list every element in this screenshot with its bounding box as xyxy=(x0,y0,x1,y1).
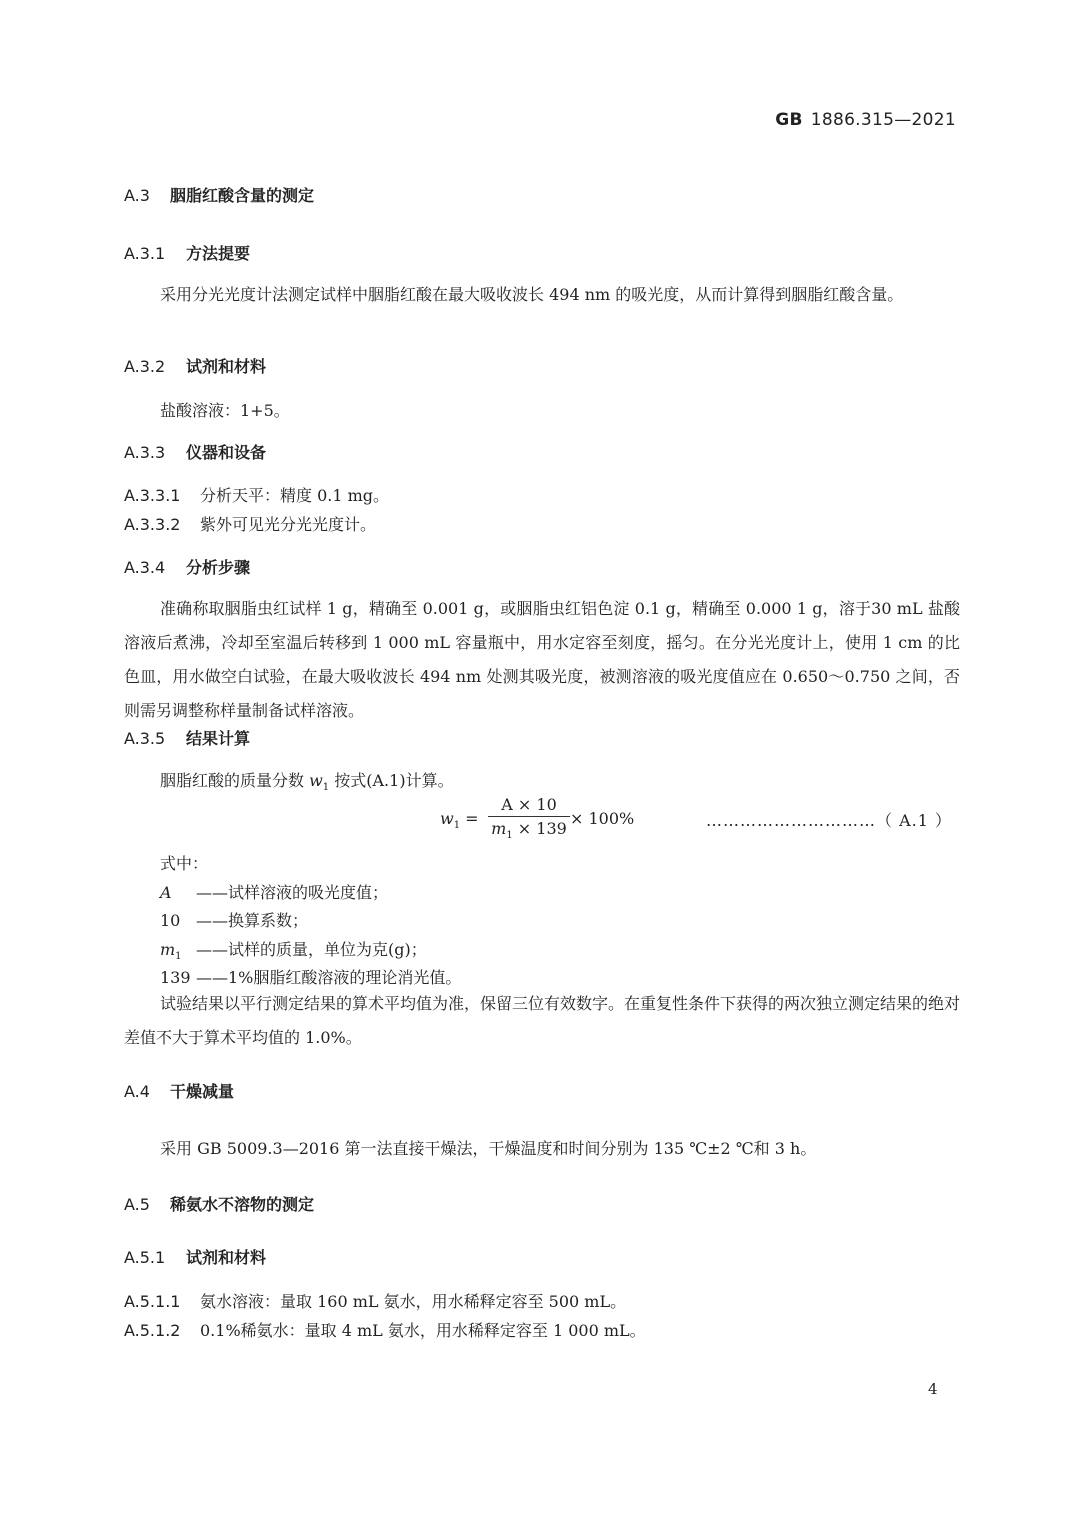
variable-row xyxy=(160,908,308,931)
variable-sub: 1 xyxy=(175,951,182,963)
formula-equals: = xyxy=(465,809,479,828)
where-label: 式中： xyxy=(160,854,209,873)
formula-den-sub: 1 xyxy=(506,830,513,842)
section-number: A.3.1 xyxy=(124,244,166,263)
variable-symbol: 139 xyxy=(160,968,191,987)
list-item-dilute-ammonia xyxy=(124,1318,646,1341)
section-heading-a32 xyxy=(124,354,266,377)
paragraph-result-precision: 试验结果以平行测定结果的算术平均值为准，保留三位有效数字。在重复性条件下获得的两次独立测定结果的绝对差值不大于算术平均值的 1.0%。 xyxy=(124,994,961,1047)
section-heading-a5 xyxy=(124,1192,314,1215)
section-heading-a31 xyxy=(124,241,250,264)
list-item-ammonia-solution xyxy=(124,1289,626,1312)
var-w: w xyxy=(309,771,323,790)
section-title: 结果计算 xyxy=(186,729,251,748)
item-number: A.3.3.2 xyxy=(124,515,181,534)
standard-prefix: GB xyxy=(775,110,803,130)
var-sub: 1 xyxy=(322,782,330,794)
formula-numerator: A × 10 xyxy=(488,795,570,817)
formula-denominator xyxy=(488,817,570,841)
list-item-spectrophotometer xyxy=(124,512,376,535)
variable-symbol-wrap xyxy=(160,940,196,962)
paragraph-reagents: 盐酸溶液：1+5。 xyxy=(160,401,290,420)
variable-desc: ——试样的质量，单位为克(g)； xyxy=(196,940,427,959)
section-title: 仪器和设备 xyxy=(186,443,267,462)
section-heading-a51 xyxy=(124,1245,266,1268)
paragraph-method-summary: 采用分光光度计法测定试样中胭脂红酸在最大吸收波长 494 nm 的吸光度，从而计算得到胭脂红酸含量。 xyxy=(160,285,904,304)
variable-desc: ——换算系数； xyxy=(196,911,309,930)
equation-label: …………………………（ A.1 ） xyxy=(706,811,952,830)
section-number: A.5 xyxy=(124,1195,150,1214)
variable-desc: ——试样溶液的吸光度值； xyxy=(196,883,389,902)
item-text: 紫外可见光分光光度计。 xyxy=(200,515,377,534)
section-heading-a34 xyxy=(124,555,250,578)
section-title: 试剂和材料 xyxy=(186,357,267,376)
intro-text: 胭脂红酸的质量分数 xyxy=(160,771,310,790)
paragraph-procedure: 准确称取胭脂虫红试样 1 g，精确至 0.001 g，或胭脂虫红铝色淀 0.1 g，精确至 0.000 1 g，溶于30 mL 盐酸溶液后煮沸，冷却至室温后转移到 1 000 mL 容量瓶中，用水定容至刻度，摇匀。在分光光度计上，使用 1 cm 的比色皿，用水做空白试验，在最大吸收波长 494 nm 处测其吸光度，被测溶液的吸光度值应在 0.650～0.750 之间，否则需另调整称样量制备试样溶液。 xyxy=(124,599,960,720)
section-heading-a33 xyxy=(124,440,266,463)
item-number: A.3.3.1 xyxy=(124,486,181,505)
section-title: 试剂和材料 xyxy=(186,1248,267,1267)
section-heading-a4 xyxy=(124,1079,234,1102)
item-text: 0.1%稀氨水：量取 4 mL 氨水，用水稀释定容至 1 000 mL。 xyxy=(200,1321,646,1340)
paragraph-loss-on-drying: 采用 GB 5009.3—2016 第一法直接干燥法，干燥温度和时间分别为 135 ℃±2 ℃和 3 h。 xyxy=(160,1139,817,1158)
section-number: A.3.3 xyxy=(124,443,166,462)
section-title: 干燥减量 xyxy=(170,1082,235,1101)
section-number: A.3.5 xyxy=(124,729,166,748)
item-text: 氨水溶液：量取 160 mL 氨水，用水稀释定容至 500 mL。 xyxy=(200,1292,627,1311)
formula-lhs-sub: 1 xyxy=(453,820,461,832)
section-number: A.4 xyxy=(124,1082,150,1101)
variable-symbol: A xyxy=(160,883,172,902)
section-title: 方法提要 xyxy=(186,244,251,263)
standard-code: 1886.315—2021 xyxy=(810,110,956,130)
intro-text-end: 按式(A.1)计算。 xyxy=(329,771,454,790)
section-number: A.5.1 xyxy=(124,1248,166,1267)
section-heading-a3 xyxy=(124,183,314,206)
section-number: A.3 xyxy=(124,186,150,205)
variable-row xyxy=(160,965,461,988)
variable-symbol: 10 xyxy=(160,911,181,930)
formula-lhs xyxy=(440,809,479,831)
page-number: 4 xyxy=(928,1380,938,1398)
variable-row xyxy=(160,880,388,903)
formula-tail: × 100% xyxy=(570,809,635,828)
variable-desc: ——1%胭脂红酸溶液的理论消光值。 xyxy=(196,968,462,987)
formula-den-var: m xyxy=(491,819,507,838)
formula-fraction xyxy=(488,795,570,841)
section-title: 稀氨水不溶物的测定 xyxy=(170,1195,315,1214)
formula-den-rest: × 139 xyxy=(512,819,567,838)
standard-number xyxy=(775,110,956,130)
section-heading-a35 xyxy=(124,726,250,749)
paragraph-calc-intro xyxy=(160,768,454,793)
item-number: A.5.1.2 xyxy=(124,1321,181,1340)
item-text: 分析天平：精度 0.1 mg。 xyxy=(200,486,390,505)
variable-row xyxy=(160,937,427,962)
list-item-balance xyxy=(124,483,389,506)
section-number: A.3.4 xyxy=(124,558,166,577)
formula-lhs-var: w xyxy=(440,809,454,828)
section-title: 胭脂红酸含量的测定 xyxy=(170,186,315,205)
section-title: 分析步骤 xyxy=(186,558,251,577)
item-number: A.5.1.1 xyxy=(124,1292,181,1311)
section-number: A.3.2 xyxy=(124,357,166,376)
variable-symbol: m xyxy=(160,940,176,959)
